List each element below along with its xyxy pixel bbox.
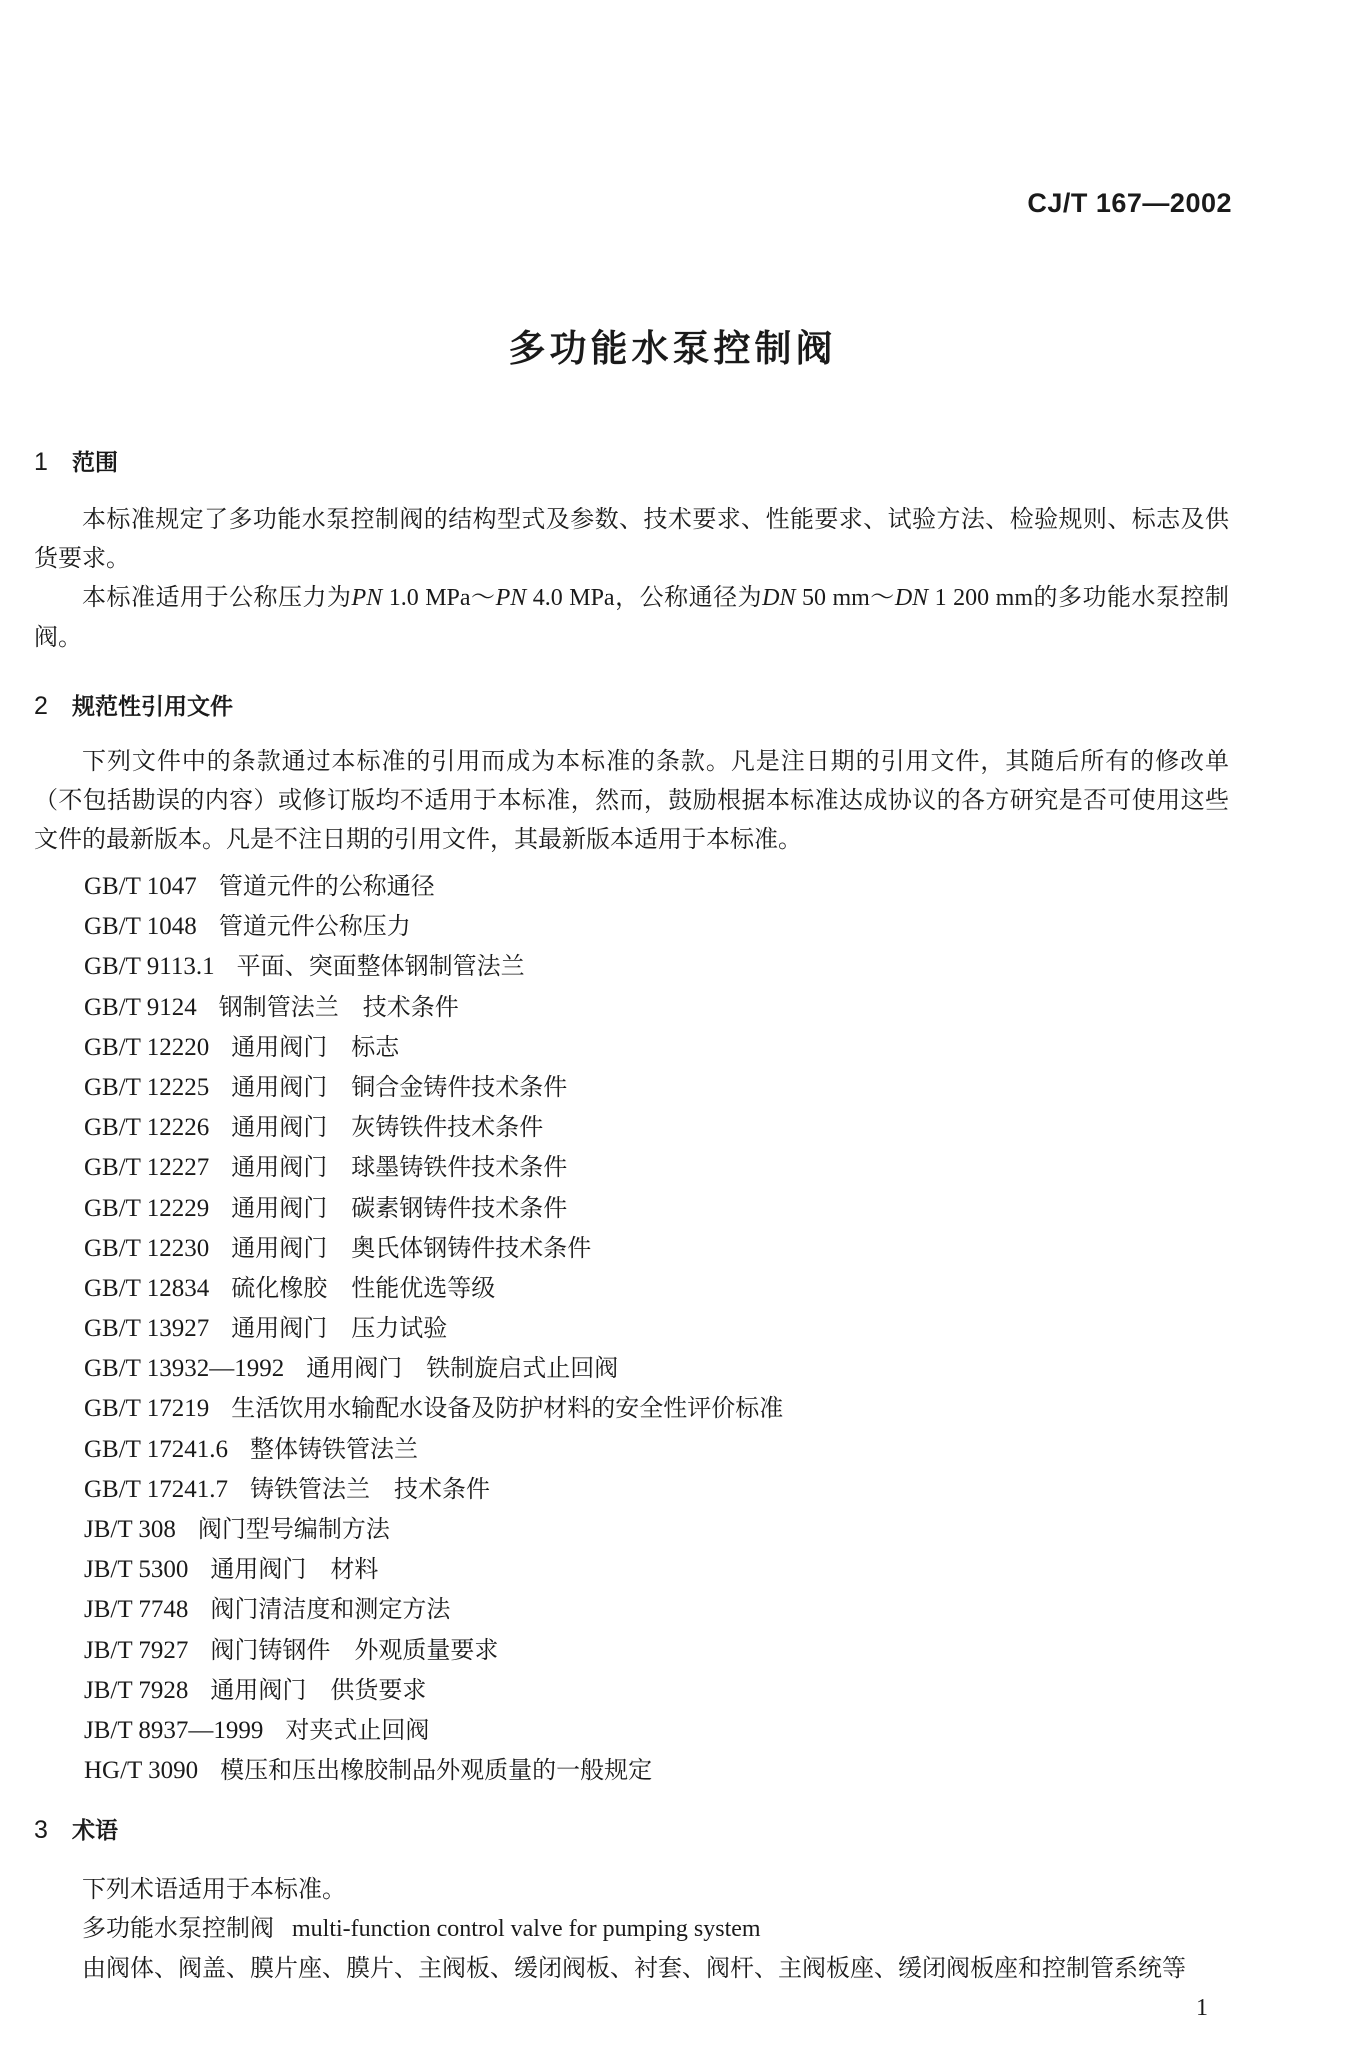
term-english: multi-function control valve for pumping system xyxy=(292,1916,761,1942)
scope-text-b: 的多功能水泵控制阀。 xyxy=(34,583,1230,651)
term-definition: 由阀体、阀盖、膜片座、膜片、主阀板、缓闭阀板、衬套、阀杆、主阀板座、缓闭阀板座和控制管系统等 xyxy=(82,1954,1186,1982)
reference-title: 通用阀门 灰铸铁件技术条件 xyxy=(231,1113,544,1142)
dn-value-2: 1 200 mm xyxy=(928,585,1033,611)
reference-code: GB/T 17219 xyxy=(84,1395,210,1423)
section-2-number: 2 xyxy=(34,692,48,720)
section-3-heading xyxy=(34,1812,118,1845)
pn-value-1: 1.0 MPa～ xyxy=(382,585,496,611)
reference-item xyxy=(84,1710,783,1750)
reference-title: 铸铁管法兰 技术条件 xyxy=(250,1474,490,1503)
reference-item xyxy=(84,1348,783,1388)
reference-title: 通用阀门 球墨铸铁件技术条件 xyxy=(231,1153,568,1182)
pn-symbol-1: PN xyxy=(351,585,383,611)
pn-symbol-2: PN xyxy=(495,585,527,611)
reference-item xyxy=(84,1549,783,1589)
reference-item xyxy=(84,1188,783,1228)
reference-item xyxy=(84,1469,783,1509)
pn-value-2: 4.0 MPa，公称通径为 xyxy=(526,585,763,611)
reference-code: GB/T 12225 xyxy=(84,1073,210,1101)
reference-item xyxy=(84,1067,783,1107)
section-2-body xyxy=(34,742,1229,859)
terms-intro: 下列术语适用于本标准。 xyxy=(82,1875,346,1903)
reference-item xyxy=(84,1268,783,1308)
reference-code: GB/T 17241.6 xyxy=(84,1435,228,1463)
reference-item xyxy=(84,906,783,946)
reference-title: 阀门清洁度和测定方法 xyxy=(210,1595,451,1624)
reference-code: GB/T 13927 xyxy=(84,1315,210,1343)
reference-title: 阀门型号编制方法 xyxy=(197,1515,390,1543)
page-number: 1 xyxy=(1196,1995,1208,2021)
dn-value-1: 50 mm～ xyxy=(795,585,895,611)
reference-title: 通用阀门 压力试验 xyxy=(231,1314,448,1343)
reference-list xyxy=(84,866,783,1790)
scope-text-a: 本标准适用于公称压力为 xyxy=(82,583,352,611)
reference-code: JB/T 7928 xyxy=(84,1676,189,1704)
reference-item xyxy=(84,866,783,906)
section-1-title: 范围 xyxy=(72,450,118,476)
section-2-heading xyxy=(34,688,233,721)
reference-code: GB/T 9124 xyxy=(84,993,197,1021)
reference-code: GB/T 17241.7 xyxy=(84,1475,228,1503)
reference-code: GB/T 9113.1 xyxy=(84,953,215,981)
reference-item xyxy=(84,1147,783,1187)
reference-code: JB/T 8937—1999 xyxy=(84,1716,264,1744)
reference-title: 阀门铸钢件 外观质量要求 xyxy=(210,1635,499,1664)
normative-references-intro: 下列文件中的条款通过本标准的引用而成为本标准的条款。凡是注日期的引用文件，其随后所有的修改单（不包括勘误的内容）或修订版均不适用于本标准，然而，鼓励根据本标准达成协议的各方研究是否可使用这些文件的最新版本。凡是不注日期的引用文件，其最新版本适用于本标准。 xyxy=(34,747,1229,853)
reference-title: 通用阀门 供货要求 xyxy=(210,1675,427,1704)
reference-title: 生活饮用水输配水设备及防护材料的安全性评价标准 xyxy=(231,1394,784,1423)
section-3-title: 术语 xyxy=(72,1818,118,1844)
reference-item xyxy=(84,1388,783,1428)
reference-item xyxy=(84,1228,783,1268)
reference-title: 模压和压出橡胶制品外观质量的一般规定 xyxy=(220,1756,653,1785)
reference-code: GB/T 12230 xyxy=(84,1234,210,1262)
reference-title: 管道元件的公称通径 xyxy=(218,872,435,900)
section-2-title: 规范性引用文件 xyxy=(72,694,233,720)
reference-title: 钢制管法兰 技术条件 xyxy=(218,992,459,1021)
term-entry xyxy=(34,1909,1229,1949)
reference-code: JB/T 5300 xyxy=(84,1556,189,1584)
reference-item xyxy=(84,1027,783,1067)
scope-paragraph-1: 本标准规定了多功能水泵控制阀的结构型式及参数、技术要求、性能要求、试验方法、检验规则、标志及供货要求。 xyxy=(34,505,1229,572)
reference-code: GB/T 12834 xyxy=(84,1274,210,1302)
scope-paragraph-2 xyxy=(34,578,1229,657)
reference-code: GB/T 12227 xyxy=(84,1154,210,1182)
reference-code: JB/T 308 xyxy=(84,1516,176,1543)
reference-item xyxy=(84,1107,783,1147)
reference-title: 硫化橡胶 性能优选等级 xyxy=(231,1273,496,1302)
section-1-body xyxy=(34,500,1229,657)
reference-code: GB/T 13932—1992 xyxy=(84,1355,285,1383)
reference-code: HG/T 3090 xyxy=(84,1757,199,1785)
section-3-body xyxy=(34,1870,1229,1988)
reference-code: GB/T 1047 xyxy=(84,873,197,900)
reference-item xyxy=(84,1429,783,1469)
reference-title: 通用阀门 材料 xyxy=(210,1555,379,1584)
reference-title: 通用阀门 奥氏体钢铸件技术条件 xyxy=(231,1233,592,1262)
reference-item xyxy=(84,1509,783,1549)
reference-item xyxy=(84,946,783,986)
reference-code: GB/T 1048 xyxy=(84,913,197,941)
reference-item xyxy=(84,987,783,1027)
document-title: 多功能水泵控制阀 xyxy=(508,327,837,370)
reference-title: 管道元件公称压力 xyxy=(218,912,411,941)
reference-title: 通用阀门 标志 xyxy=(231,1032,400,1061)
reference-item xyxy=(84,1630,783,1670)
standard-code: CJ/T 167—2002 xyxy=(1027,188,1232,218)
reference-code: GB/T 12226 xyxy=(84,1114,210,1142)
reference-title: 通用阀门 碳素钢铸件技术条件 xyxy=(231,1193,568,1222)
reference-title: 通用阀门 铜合金铸件技术条件 xyxy=(231,1072,568,1101)
reference-item xyxy=(84,1589,783,1629)
reference-code: GB/T 12220 xyxy=(84,1033,210,1061)
section-1-heading xyxy=(34,444,118,477)
section-3-number: 3 xyxy=(34,1816,48,1844)
reference-item xyxy=(84,1750,783,1790)
dn-symbol-2: DN xyxy=(894,585,929,611)
reference-code: JB/T 7748 xyxy=(84,1596,189,1624)
term-chinese: 多功能水泵控制阀 xyxy=(82,1914,274,1942)
reference-code: GB/T 12229 xyxy=(84,1194,210,1222)
reference-item xyxy=(84,1670,783,1710)
reference-title: 平面、突面整体钢制管法兰 xyxy=(236,952,525,981)
reference-item xyxy=(84,1308,783,1348)
reference-title: 整体铸铁管法兰 xyxy=(250,1434,418,1463)
reference-title: 对夹式止回阀 xyxy=(285,1715,430,1744)
dn-symbol-1: DN xyxy=(762,585,796,611)
reference-code: JB/T 7927 xyxy=(84,1636,189,1664)
section-1-number: 1 xyxy=(34,448,48,476)
reference-title: 通用阀门 铁制旋启式止回阀 xyxy=(306,1354,619,1383)
